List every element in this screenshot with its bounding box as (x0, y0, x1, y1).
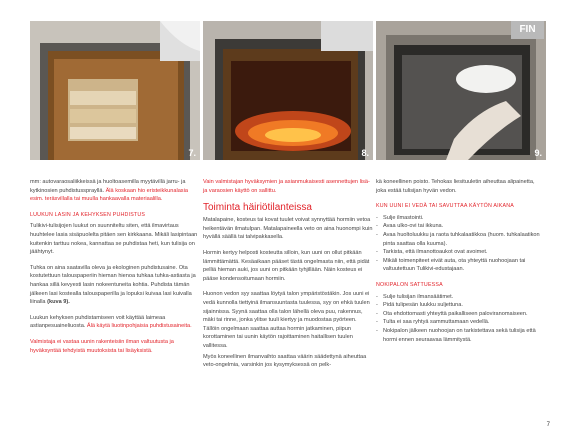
list-item: - Tarkista, että ilmanottoaukot ovat avoimet. (376, 248, 546, 257)
list-item: - Sulje tulisijan ilmansäätimet. (376, 293, 546, 302)
paragraph: Myös koneellinen ilmanvaihto saattaa väärin säädettynä aiheuttaa veto-ongelmia, varsinkin jos kysymyksessä on pelk- (203, 353, 367, 369)
list-item: - Pidä tulipesän luukku suljettuna. (376, 301, 546, 310)
photo-9 (376, 21, 546, 160)
photo-number: 7. (188, 148, 196, 158)
language-tab: FIN (511, 21, 544, 39)
list-item: - Avaa huoltoluukku ja raota tuhkalaatikkoa (huom. tuhkalaatikon pinta saattaa olla kuuma). (376, 231, 546, 248)
paragraph: Hormin kertyy helposti kosteutta silloin, kun uuni on ollut pitkään lämmittämättä. Kesäaikaan pääset tästä ongelmasta niin, että pidät pelliä hieman auki, jos uuni on pitkään tyhjillään. Näin kosteus ei pääse kondensoitumaan hormiin. (203, 249, 370, 282)
paragraph: Matalapaine, kosteus tai kovat tuulet voivat synnyttää hormiin vetoa heikentävän ilmatulpan. Matalapaineella veto on aina huonompi kuin hyvällä säällä tai talvipakkasella. (203, 217, 373, 241)
list-item: - Avaa ulko-ovi tai ikkuna. (376, 222, 546, 231)
paragraph: Luukun kehyksen puhdistamiseen voit käyttää laimeaa astianpesuaineliuosta. Älä käytä liuotinpohjaisia puhdistusaineita. (30, 314, 192, 330)
photo-7 (30, 21, 200, 160)
text-column-2 (203, 178, 373, 377)
section-title: Toiminta häiriötilanteissa (203, 202, 312, 214)
list-item: - Sulje ilmastointi. (376, 214, 546, 223)
paragraph: Tuhka on aina saatavilla oleva ja ekologinen puhdistusaine. Ota kostutettuun talouspaperiin hieman hienoa tuhkaa tuhka-astiasta ja hankaa sillä kevyesti lasin nokeentuneita kohtia. Puhdista tämän jälkeen lasi kostealla talouspaperilla ja lopuksi kuivaa lasi kuivalla liinalla (kuva 9). (30, 264, 196, 306)
section-heading: NOKIPALON SATTUESSA (376, 281, 443, 288)
page-number: 7 (546, 422, 550, 428)
photo-number: 8. (361, 148, 369, 158)
warning-paragraph: Valmistaja ei vastaa uunin rakenteisiin ilman valtuutusta ja hyväksyntää tehdyistä muutoksista tai lisäyksistä. (30, 338, 174, 354)
section-heading: KUN UUNI EI VEDÄ TAI SAVUTTAA KÄYTÖN AIKANA (376, 203, 515, 210)
list-item: - Tulta ei saa ryhtyä sammuttamaan vedellä. (376, 318, 546, 327)
checklist (376, 214, 546, 274)
warning-paragraph: Vain valmistajan hyväksymien ja asianmukaisesti asennettujen lisä- ja varaosien käyttö on sallittu. (203, 179, 370, 194)
checklist (376, 293, 546, 345)
text-column-3 (376, 178, 546, 351)
paragraph: Tulikivi-tulisijojen luukut on suunniteltu siten, että ilmavirtaus huuhtelee lasia sisäpuolelta pitäen sen kirkkaana. Mikäli lasipintaan kuitenkin tarttuu nokea, kannattaa se puhdistaa heti, kun tulisija on jäähtynyt. (30, 223, 198, 256)
photo-number: 9. (534, 148, 542, 158)
list-item: - Mikäli toimenpiteet eivät auta, ota yhteyttä nuohoojaan tai valtuutettuun Tulikivi-edustajaan. (376, 257, 546, 274)
section-heading: LUUKUN LASIN JA KEHYKSEN PUHDISTUS (30, 211, 146, 218)
paragraph: Huonon vedon syy saattaa löytyä talon ympäristöstäkin. Jos uuni ei vedä kunnolla tiettyinä ilmansuuntasta tuulessa, syy on ehkä tuulen sijainnissa. Syynä saattaa olla talon lähellä oleva puu, rakennus, mäki tai rinne, jonka ylitse tuuli kiertyy ja muodostaa pyörteen. Tällöin ongelmaan saattaa auttaa hormin jatkaminen, piipun korottaminen tai uunin käytön rajoittaminen haitallisen tuulen vallitessa. (203, 291, 370, 349)
list-item: - Nokipalon jälkeen nuohoojan on tarkistettava sekä tulisija että hormi ennen seuraavaa lämmitystä. (376, 327, 546, 344)
photo-8 (203, 21, 373, 160)
paragraph: mm: autovaraosaliikkeissä ja huoltoasemilla myytävillä jarru- ja kytkinosien puhdistussprayllä. Älä koskaan hio eristeikkunalasia esim. teräsvillalla tai muulla hankaavalla materiaalilla. (30, 179, 188, 203)
paragraph: kä koneellinen poisto. Tehokas liesituuletin aiheuttaa alipainetta, joka estää tulisijan hyvän vedon. (376, 179, 535, 194)
list-item: - Ota ehdottomasti yhteyttä paikalliseen paloviranomaiseen. (376, 310, 546, 319)
text-column-1 (30, 178, 200, 362)
